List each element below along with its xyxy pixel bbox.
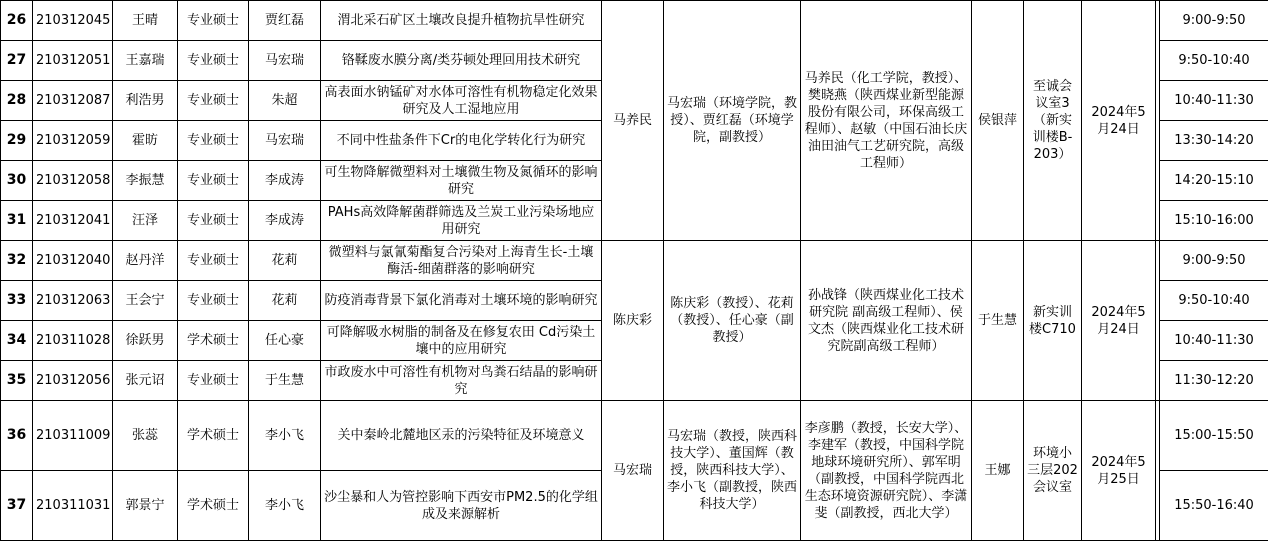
student-name: 王晴 bbox=[113, 1, 178, 41]
row-number: 35 bbox=[1, 361, 33, 401]
student-id: 210311031 bbox=[33, 471, 113, 541]
student-id: 210312059 bbox=[33, 121, 113, 161]
venue: 环境小三层202会议室 bbox=[1024, 401, 1082, 541]
thesis-title: 微塑料与氯氰菊酯复合污染对上海青生长-土壤酶活-细菌群落的影响研究 bbox=[321, 241, 602, 281]
table-row bbox=[1, 241, 1268, 281]
thesis-title: 渭北采石矿区土壤改良提升植物抗旱性研究 bbox=[321, 1, 602, 41]
advisor: 李小飞 bbox=[249, 401, 321, 471]
thesis-title: 市政废水中可溶性有机物对鸟粪石结晶的影响研究 bbox=[321, 361, 602, 401]
student-name: 张元诏 bbox=[113, 361, 178, 401]
external-committee: 李彦鹏（教授，长安大学）、李建军（教授，中国科学院地球环境研究所）、郭军明（副教授，中国科学院西北生态环境资源研究院）、李潇斐（副教授，西北大学） bbox=[801, 401, 972, 541]
time-slot: 13:30-14:20 bbox=[1160, 121, 1268, 161]
row-number: 34 bbox=[1, 321, 33, 361]
student-id: 210311028 bbox=[33, 321, 113, 361]
student-name: 汪泽 bbox=[113, 201, 178, 241]
degree-type: 专业硕士 bbox=[178, 121, 249, 161]
degree-type: 学术硕士 bbox=[178, 401, 249, 471]
thesis-title: 高表面水钠锰矿对水体可溶性有机物稳定化效果研究及人工湿地应用 bbox=[321, 81, 602, 121]
row-number: 26 bbox=[1, 1, 33, 41]
student-name: 张蕊 bbox=[113, 401, 178, 471]
student-name: 郭景宁 bbox=[113, 471, 178, 541]
time-slot: 10:40-11:30 bbox=[1160, 81, 1268, 121]
secretary: 侯银萍 bbox=[972, 1, 1024, 241]
table-row bbox=[1, 1, 1268, 41]
degree-type: 学术硕士 bbox=[178, 321, 249, 361]
advisor: 于生慧 bbox=[249, 361, 321, 401]
time-slot: 10:40-11:30 bbox=[1160, 321, 1268, 361]
row-number: 37 bbox=[1, 471, 33, 541]
time-slot: 11:30-12:20 bbox=[1160, 361, 1268, 401]
table-row bbox=[1, 401, 1268, 471]
venue: 至诚会议室3（新实训楼B-203） bbox=[1024, 1, 1082, 241]
time-slot: 9:00-9:50 bbox=[1160, 1, 1268, 41]
defense-date: 2024年5月24日 bbox=[1082, 1, 1156, 241]
advisor: 马宏瑞 bbox=[249, 121, 321, 161]
time-slot: 14:20-15:10 bbox=[1160, 161, 1268, 201]
advisor: 花莉 bbox=[249, 241, 321, 281]
advisor: 任心豪 bbox=[249, 321, 321, 361]
row-number: 27 bbox=[1, 41, 33, 81]
student-name: 王会宁 bbox=[113, 281, 178, 321]
student-name: 霍昉 bbox=[113, 121, 178, 161]
degree-type: 专业硕士 bbox=[178, 81, 249, 121]
time-slot: 9:50-10:40 bbox=[1160, 281, 1268, 321]
internal-committee: 马宏瑞（环境学院，教授）、贾红磊（环境学院，副教授） bbox=[664, 1, 801, 241]
degree-type: 专业硕士 bbox=[178, 201, 249, 241]
defense-date: 2024年5月25日 bbox=[1082, 401, 1156, 541]
thesis-title: 防疫消毒背景下氯化消毒对土壤环境的影响研究 bbox=[321, 281, 602, 321]
external-committee: 马养民（化工学院，教授）、樊晓燕（陕西煤业新型能源股份有限公司，环保高级工程师）、赵敏（中国石油长庆油田油气工艺研究院，高级工程师） bbox=[801, 1, 972, 241]
student-name: 李振慧 bbox=[113, 161, 178, 201]
external-committee: 孙战锋（陕西煤业化工技术研究院 副高级工程师）、侯文杰（陕西煤业化工技术研究院副高级工程师） bbox=[801, 241, 972, 401]
student-id: 210312051 bbox=[33, 41, 113, 81]
degree-type: 专业硕士 bbox=[178, 281, 249, 321]
time-slot: 9:00-9:50 bbox=[1160, 241, 1268, 281]
thesis-title: 可降解吸水树脂的制备及在修复农田 Cd污染土壤中的应用研究 bbox=[321, 321, 602, 361]
row-number: 31 bbox=[1, 201, 33, 241]
thesis-title: 关中秦岭北麓地区汞的污染特征及环境意义 bbox=[321, 401, 602, 471]
internal-committee: 陈庆彩（教授）、花莉（教授）、任心豪（副教授） bbox=[664, 241, 801, 401]
group-chair: 马养民 bbox=[602, 1, 664, 241]
advisor: 朱超 bbox=[249, 81, 321, 121]
thesis-title: 不同中性盐条件下Cr的电化学转化行为研究 bbox=[321, 121, 602, 161]
student-name: 王嘉瑞 bbox=[113, 41, 178, 81]
student-name: 徐跃男 bbox=[113, 321, 178, 361]
row-number: 36 bbox=[1, 401, 33, 471]
student-id: 210311009 bbox=[33, 401, 113, 471]
time-slot: 15:10-16:00 bbox=[1160, 201, 1268, 241]
group-chair: 陈庆彩 bbox=[602, 241, 664, 401]
advisor: 李成涛 bbox=[249, 201, 321, 241]
time-slot: 9:50-10:40 bbox=[1160, 41, 1268, 81]
degree-type: 专业硕士 bbox=[178, 241, 249, 281]
student-id: 210312056 bbox=[33, 361, 113, 401]
row-number: 29 bbox=[1, 121, 33, 161]
row-number: 28 bbox=[1, 81, 33, 121]
degree-type: 专业硕士 bbox=[178, 41, 249, 81]
student-id: 210312063 bbox=[33, 281, 113, 321]
secretary: 于生慧 bbox=[972, 241, 1024, 401]
degree-type: 专业硕士 bbox=[178, 361, 249, 401]
thesis-title: 铬鞣废水膜分离/类芬顿处理回用技术研究 bbox=[321, 41, 602, 81]
row-number: 30 bbox=[1, 161, 33, 201]
time-slot: 15:50-16:40 bbox=[1160, 471, 1268, 541]
degree-type: 专业硕士 bbox=[178, 1, 249, 41]
advisor: 李小飞 bbox=[249, 471, 321, 541]
time-slot: 15:00-15:50 bbox=[1160, 401, 1268, 471]
student-name: 利浩男 bbox=[113, 81, 178, 121]
degree-type: 专业硕士 bbox=[178, 161, 249, 201]
advisor: 李成涛 bbox=[249, 161, 321, 201]
defense-date: 2024年5月24日 bbox=[1082, 241, 1156, 401]
thesis-title: 沙尘暴和人为管控影响下西安市PM2.5的化学组成及来源解析 bbox=[321, 471, 602, 541]
advisor: 马宏瑞 bbox=[249, 41, 321, 81]
row-number: 33 bbox=[1, 281, 33, 321]
student-id: 210312058 bbox=[33, 161, 113, 201]
advisor: 花莉 bbox=[249, 281, 321, 321]
internal-committee: 马宏瑞（教授，陕西科技大学）、董国辉（教授，陕西科技大学）、李小飞（副教授，陕西科技大学） bbox=[664, 401, 801, 541]
degree-type: 学术硕士 bbox=[178, 471, 249, 541]
venue: 新实训楼C710 bbox=[1024, 241, 1082, 401]
thesis-title: PAHs高效降解菌群筛选及兰炭工业污染场地应用研究 bbox=[321, 201, 602, 241]
advisor: 贾红磊 bbox=[249, 1, 321, 41]
row-number: 32 bbox=[1, 241, 33, 281]
student-id: 210312040 bbox=[33, 241, 113, 281]
student-id: 210312045 bbox=[33, 1, 113, 41]
student-id: 210312087 bbox=[33, 81, 113, 121]
student-id: 210312041 bbox=[33, 201, 113, 241]
secretary: 王娜 bbox=[972, 401, 1024, 541]
thesis-title: 可生物降解微塑料对土壤微生物及氮循环的影响研究 bbox=[321, 161, 602, 201]
group-chair: 马宏瑞 bbox=[602, 401, 664, 541]
student-name: 赵丹洋 bbox=[113, 241, 178, 281]
